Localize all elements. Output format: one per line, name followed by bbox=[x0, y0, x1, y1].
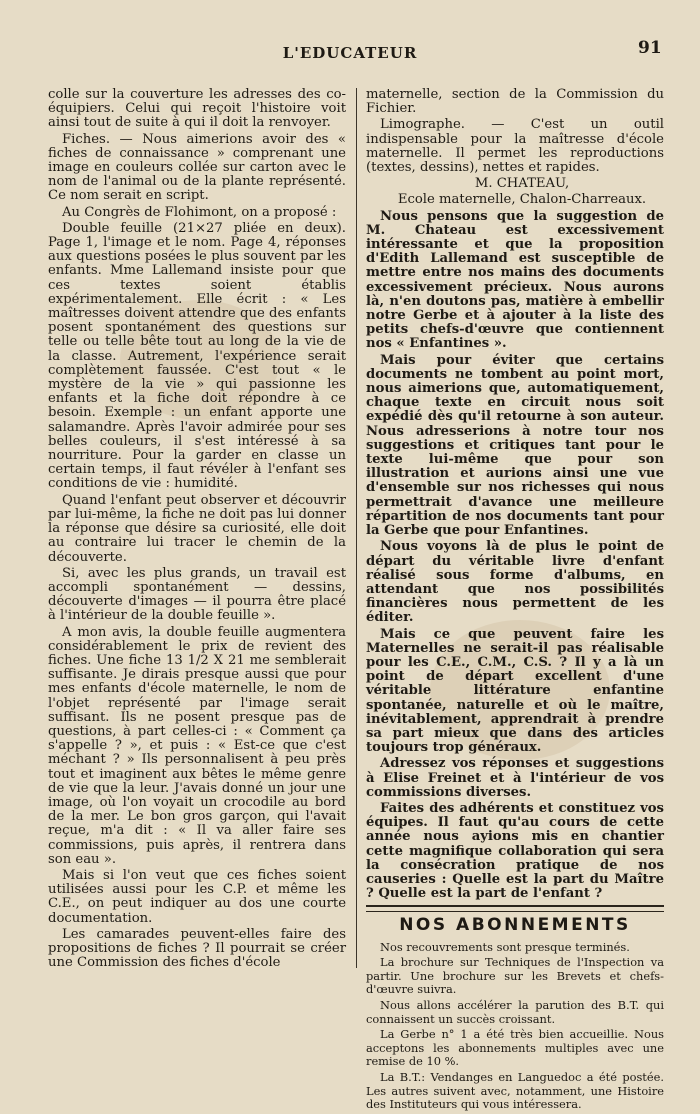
signature-place: Ecole maternelle, Chalon-Charreaux. bbox=[397, 192, 647, 208]
editorial-paragraph: Nous voyons là de plus le point de départ du véritable livre d'enfant réalisé sous forme d'albums, en attendant que nos possibilités financières nous permettent de les éditer. bbox=[366, 539, 664, 626]
paragraph: Mais si l'on veut que ces fiches soient utilisées aussi pour les C.P. et même les C.E., on peut indiquer au dos une courte documentation. bbox=[48, 867, 346, 926]
paragraph: Si, avec les plus grands, un travail est accompli spontanément — dessins, découverte d'images — il pourra être placé à l'intérieur de la double feuille ». bbox=[48, 565, 346, 624]
editorial-paragraph: Faites des adhérents et constituez vos équipes. Il faut qu'au cours de cette année nous ayions mis en chantier cette magnifique collaboration qui sera la consécration pratique de nos causeries : Quelle est la part du Maître ? Quelle est la part de l'enfant ? bbox=[366, 800, 664, 902]
editorial-paragraph: Nous pensons que la suggestion de M. Chateau est excessivement intéressante et que la proposition d'Edith Lallemand est susceptible de mettre entre nos mains des documents excessivement précieux. Nous aurons là, n'en doutons pas, matière à embellir notre Gerbe et à ajouter à la liste des petits chefs-d'œuvre que contiennent nos « Enfantines ». bbox=[366, 208, 664, 352]
abonnements-title: NOS ABONNEMENTS bbox=[399, 915, 631, 936]
left-column bbox=[48, 88, 346, 972]
paragraph: Les camarades peuvent-elles faire des propositions de fiches ? Il pourrait se créer une Commission des fiches d'école bbox=[48, 926, 346, 971]
paragraph: maternelle, section de la Commission du Fichier. bbox=[366, 87, 664, 117]
editorial-paragraph: Mais pour éviter que certains documents ne tombent au point mort, nous aimerions que, automatiquement, chaque texte en circuit nous soit expédié dès qu'il retourne à son auteur. Nous adresserions à notre tour nos suggestions et critiques tant pour le texte lui-même que pour son illustration et aurions ainsi une vue d'ensemble sur nos richesses qui nous permettrait d'avance une meilleure répartition de nos documents tant pour la Gerbe que pour Enfantines. bbox=[366, 352, 664, 539]
paragraph: Au Congrès de Flohimont, on a proposé : bbox=[62, 204, 337, 220]
abonnements-paragraph: La B.T.: Vendanges en Languedoc a été postée. Les autres suivent avec, notamment, une Histoire des Instituteurs qui vous intéressera. bbox=[366, 1069, 664, 1112]
abonnements-paragraph: La Gerbe n° 1 a été très bien accueillie. Nous acceptons les abonnements multiples avec une remise de 10 %. bbox=[366, 1027, 664, 1069]
paragraph: colle sur la couverture les adresses des co-équipiers. Celui qui reçoit l'histoire voit ainsi tout de suite à qui il doit la renvoyer. bbox=[48, 87, 346, 131]
signature-name: M. CHATEAU, bbox=[474, 176, 570, 192]
section-rule bbox=[366, 905, 664, 912]
paragraph: Double feuille (21×27 pliée en deux). Page 1, l'image et le nom. Page 4, réponses aux questions posées le plus souvent par les enfants. Mme Lallemand insiste pour que ces textes soient établis expérimentalement. Elle écrit : « Les maîtresses doivent attendre que des enfants posent spontanément des questions sur telle ou telle bête tout au long de la vie de la classe. Autrement, l'expérience serait complètement faussée. C'est tout « le mystère de la vie » qui passionne les enfants et la fiche doit répondre à ce besoin. Exemple : un enfant apporte une salamandre. Après l'avoir admirée pour ses belles couleurs, il s'est intéressé à sa nourriture. Pour la garder en classe un certain temps, il faut révéler à l'enfant ses conditions de vie : humidité. bbox=[48, 220, 346, 492]
abonnements-paragraph: Nous allons accélérer la parution des B.T. qui connaissent un succès croissant. bbox=[366, 997, 664, 1026]
paragraph: Fiches. — Nous aimerions avoir des « fiches de connaissance » comprenant une image en couleurs collée sur carton avec le nom de l'animal ou de la plante représenté. Ce nom serait en script. bbox=[48, 131, 346, 204]
abonnements-section bbox=[366, 941, 664, 1112]
running-header: L'EDUCATEUR bbox=[282, 44, 418, 62]
column-divider bbox=[356, 88, 357, 968]
paragraph: Limographe. — C'est un outil indispensable pour la maîtresse d'école maternelle. Il permet les reproductions (textes, dessins), nettes et rapides. bbox=[366, 117, 664, 176]
abonnements-paragraph: Nos recouvrements sont presque terminés. bbox=[380, 939, 630, 954]
abonnements-paragraph: La brochure sur Techniques de l'Inspection va partir. Une brochure sur les Brevets et chefs-d'œuvre suivra. bbox=[366, 955, 664, 997]
editorial-paragraph: Mais ce que peuvent faire les Maternelles ne serait-il pas réalisable pour les C.E., C.M., C.S. ? Il y a là un point de départ excellent d'une véritable littérature enfantine spontanée, naturelle et où le maître, inévitablement, apprendrait à prendre sa part mieux que dans des articles toujours trop généraux. bbox=[366, 626, 664, 756]
paragraph: A mon avis, la double feuille augmentera considérablement le prix de revient des fiches. Une fiche 13 1/2 X 21 me semblerait suffisante. Je dirais presque aussi que pour mes enfants d'école maternelle, le nom de l'objet représenté par l'image serait suffisant. Ils ne posent presque pas de questions, à part celles-ci : « Comment ça s'appelle ? », et puis : « Est-ce que c'est méchant ? » Ils personnalisent à peu près tout et imaginent aux bêtes le même genre de vie que la leur. J'avais donné un jour une image, où l'on voyait un crocodile au bord de la mer. Le bon gros garçon, qui l'avait reçue, m'a dit : « Il va aller faire ses commissions, puis après, il rentrera dans son eau ». bbox=[48, 624, 346, 867]
right-column bbox=[366, 88, 664, 1114]
paragraph: Quand l'enfant peut observer et découvrir par lui-même, la fiche ne doit pas lui donner la réponse que désire sa curiosité, elle doit au contraire lui tracer le chemin de la découverte. bbox=[48, 492, 346, 565]
page-number: 91 bbox=[638, 38, 662, 58]
editorial-paragraph: Adressez vos réponses et suggestions à Elise Freinet et à l'intérieur de vos commissions diverses. bbox=[366, 756, 664, 800]
